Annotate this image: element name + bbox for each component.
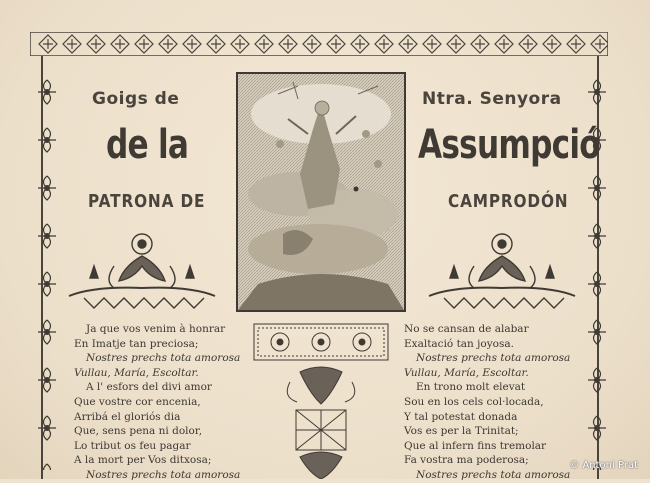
verse-line: Exaltació tan joyosa. [404,337,514,350]
center-lace-ornament [252,322,390,479]
verse-line: Ja que vos venim à honrar [86,323,226,335]
assumption-engraving [236,72,406,312]
right-floral-ornament [424,226,580,310]
verse-line: Que vostre cor encenia, [74,395,201,408]
top-ornamental-border [30,32,608,56]
title-patrona-de: PATRONA DE [88,191,206,212]
left-flower-column [36,70,58,470]
verse-line: A la mort per Vos ditxosa; [74,454,212,467]
verse-line: Fa vostra ma poderosa; [404,454,529,467]
verse-line: Nostres prechs tota amorosa [86,468,241,481]
title-camprodon: CAMPRODÓN [448,191,569,212]
left-verse-column [74,322,240,483]
verse-line: En trono molt elevat [416,381,526,394]
verse-line: Lo tribut os feu pagar [74,439,191,452]
title-ntra-senyora: Ntra. Senyora [422,89,562,109]
title-assumpcio: Assumpció [418,122,600,168]
verse-line: Nostres prechs tota amorosa [416,468,571,481]
verse-line: Vullau, María, Escoltar. [74,366,199,379]
copyright-credit: © Antoni Prat [569,460,638,471]
verse-line: Arribá el gloriós dia [74,410,181,423]
left-floral-ornament [64,226,220,310]
right-verse-column [404,322,570,483]
verse-line: No se cansan de alabar [404,323,529,335]
verse-line: Vos es per la Trinitat; [404,425,519,438]
verse-line: Que, sens pena ni dolor, [74,425,203,438]
verse-line: Vullau, María, Escoltar. [404,366,529,379]
verse-line: Sou en los cels col·locada, [404,395,544,408]
verse-line: Nostres prechs tota amorosa [86,352,241,365]
verse-line: Y tal potestat donada [404,410,518,423]
title-de-la: de la [106,122,189,168]
verse-line: En Imatje tan preciosa; [74,337,199,350]
verse-line: Nostres prechs tota amorosa [416,352,571,365]
title-goigs-de: Goigs de [92,89,180,109]
verse-line: Que al infern fins tremolar [404,439,547,452]
verse-line: A l' esfors del divi amor [86,381,212,394]
